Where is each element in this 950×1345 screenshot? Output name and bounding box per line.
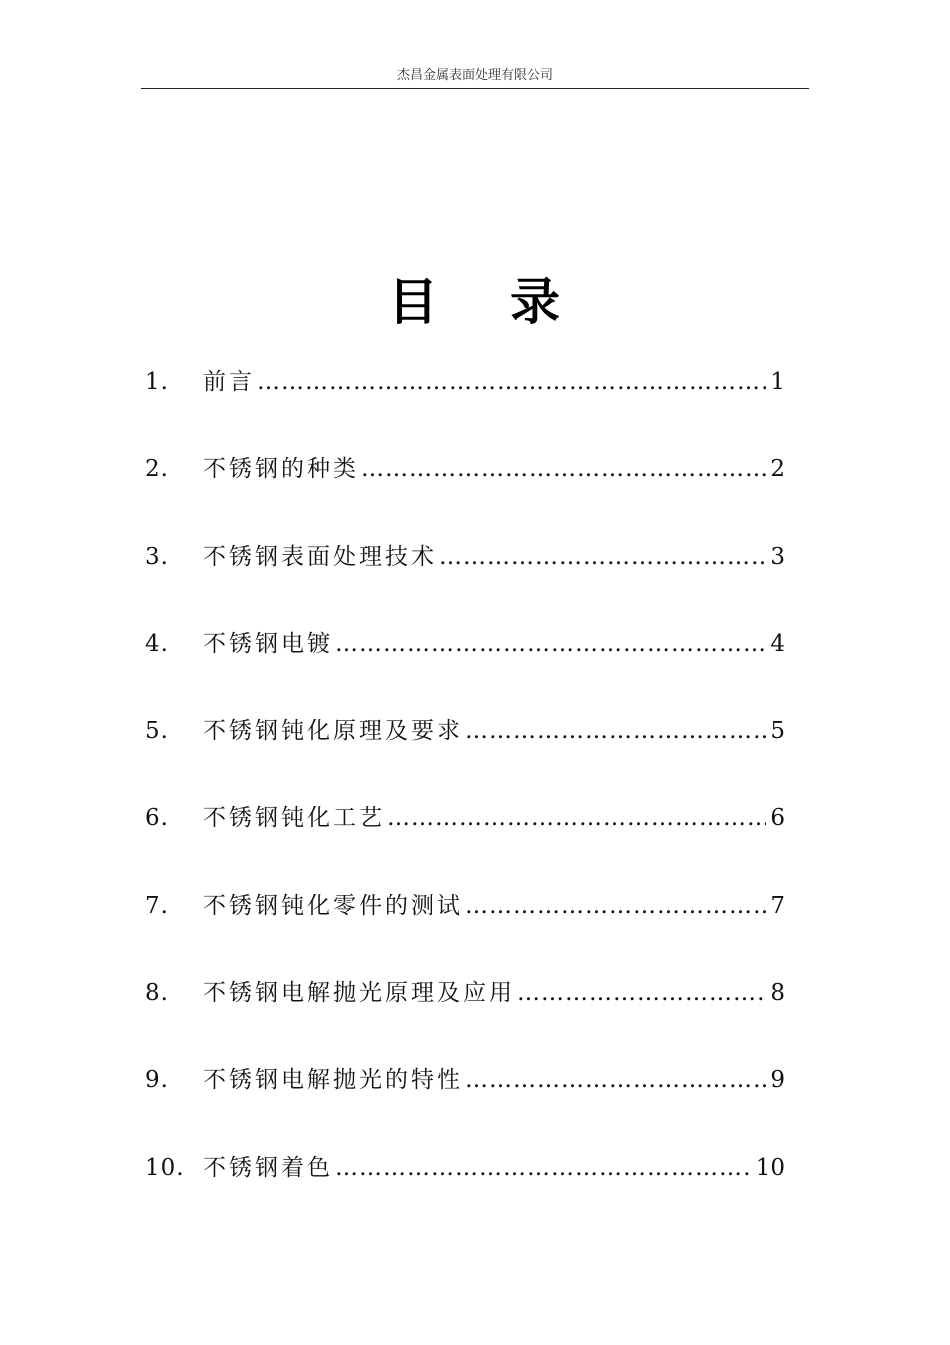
toc-dot-leader [361, 449, 766, 489]
toc-entry-title: 不锈钢的种类 [203, 456, 359, 483]
toc-entry-page: 1 [770, 369, 785, 395]
toc-entry-title: 不锈钢电镀 [203, 630, 333, 657]
toc-entry-number: 6. [145, 805, 169, 832]
toc-entry-title: 不锈钢表面处理技术 [203, 543, 437, 570]
toc-entry-number: 1. [145, 369, 169, 395]
toc-entry-page: 3 [770, 543, 785, 570]
toc-entry[interactable] [145, 1148, 785, 1235]
toc-entry-title: 不锈钢着色 [203, 1154, 333, 1181]
toc-dot-leader [335, 1148, 752, 1188]
toc-entry-number: 3. [145, 543, 169, 570]
page-header [141, 66, 809, 89]
toc-entry[interactable] [145, 711, 785, 798]
toc-entry-title: 不锈钢电解抛光的特性 [203, 1067, 463, 1094]
toc-entry-number: 7. [145, 892, 169, 919]
toc-title-right: 录 [510, 272, 562, 331]
toc-entry-title: 不锈钢钝化原理及要求 [203, 718, 463, 745]
toc-entry-number: 4. [145, 630, 169, 657]
toc-dot-leader [257, 362, 766, 402]
toc-title [0, 270, 950, 334]
toc-entry[interactable] [145, 449, 785, 536]
toc-entry-number: 8. [145, 980, 169, 1007]
toc-entry[interactable] [145, 886, 785, 973]
toc-title-left: 目 [388, 272, 440, 331]
toc-entry-page: 9 [770, 1067, 785, 1094]
toc-dot-leader [465, 1060, 766, 1100]
toc-entry-number: 10. [145, 1154, 185, 1181]
toc-entry[interactable] [145, 798, 785, 885]
toc-dot-leader [335, 624, 766, 664]
toc-entry-page: 4 [770, 630, 785, 657]
toc-entry-title: 不锈钢钝化工艺 [203, 805, 385, 832]
company-name: 杰昌金属表面处理有限公司 [396, 68, 553, 83]
toc-entry-page: 6 [770, 805, 785, 832]
toc-entry[interactable] [145, 973, 785, 1060]
toc-entry-page: 2 [770, 456, 785, 483]
toc-dot-leader [465, 711, 766, 751]
toc-dot-leader [517, 973, 766, 1013]
toc-entry[interactable] [145, 362, 785, 449]
toc-entry-page: 8 [770, 980, 785, 1007]
table-of-contents [145, 362, 785, 1235]
toc-entry[interactable] [145, 624, 785, 711]
toc-entry-page: 10 [755, 1154, 785, 1181]
toc-dot-leader [465, 886, 766, 926]
toc-dot-leader [439, 537, 766, 577]
toc-entry[interactable] [145, 537, 785, 624]
toc-entry-title: 不锈钢电解抛光原理及应用 [203, 980, 515, 1007]
toc-entry-page: 5 [770, 718, 785, 745]
toc-dot-leader [387, 798, 766, 838]
toc-entry-title: 不锈钢钝化零件的测试 [203, 892, 463, 919]
toc-entry-number: 9. [145, 1067, 169, 1094]
toc-entry[interactable] [145, 1060, 785, 1147]
toc-entry-title: 前言 [203, 369, 255, 395]
toc-entry-page: 7 [770, 892, 785, 919]
toc-entry-number: 2. [145, 456, 169, 483]
toc-entry-number: 5. [145, 718, 169, 745]
